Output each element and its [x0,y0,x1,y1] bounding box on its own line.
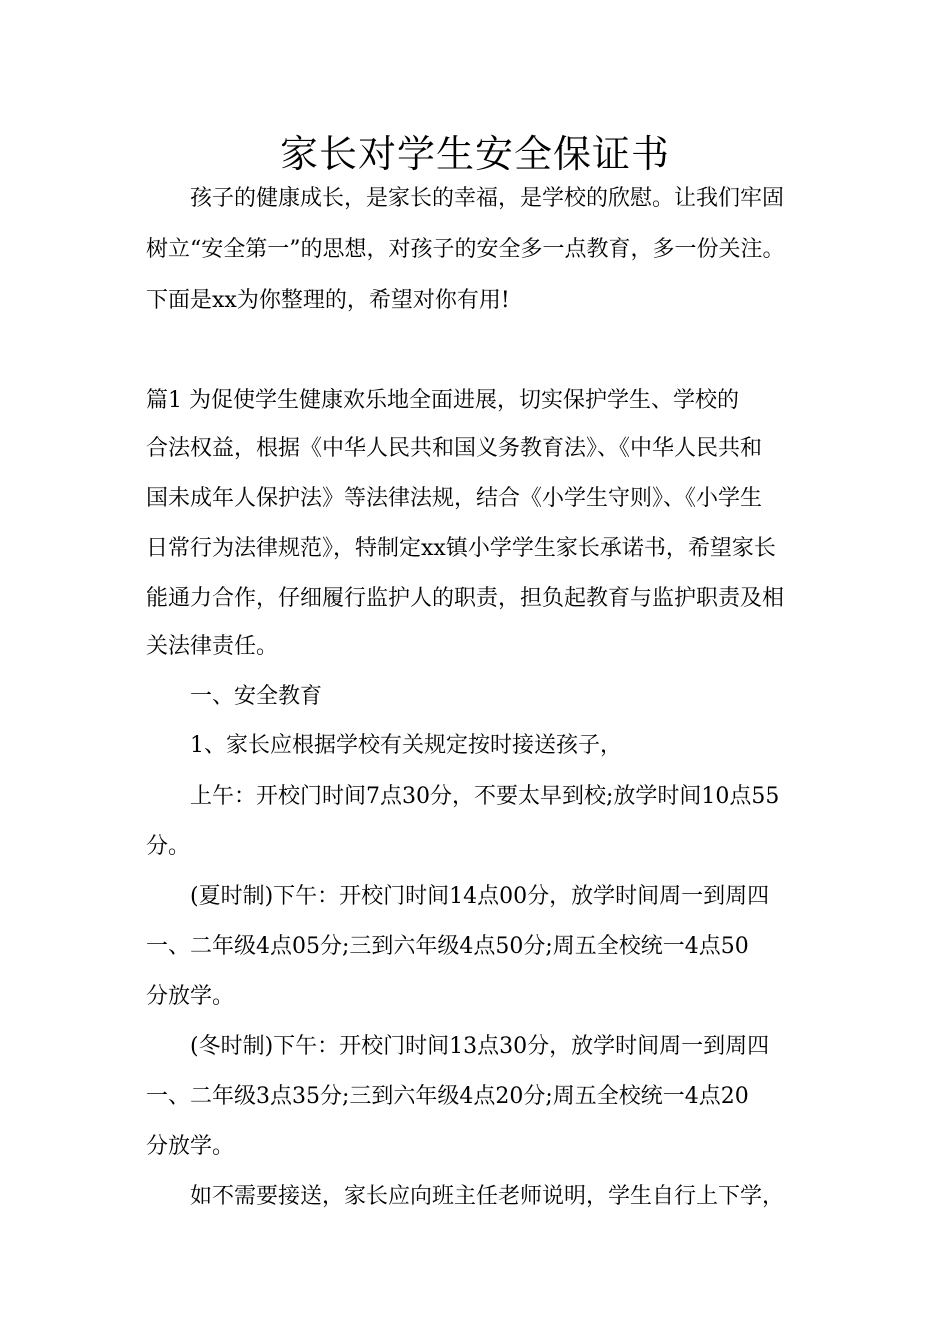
paragraph-line: 能通力合作，仔细履行监护人的职责，担负起教育与监护职责及相 [146,586,785,611]
paragraph-line: (夏时制)下午：开校门时间14点00分，放学时间周一到周四 [190,884,770,909]
paragraph-line: 分。 [146,834,191,859]
paragraph-line: 树立“安全第一”的思想，对孩子的安全多一点教育，多一份关注。 [146,237,785,262]
paragraph-line: 关法律责任。 [146,634,279,659]
paragraph-line: 下面是xx为你整理的，希望对你有用! [146,288,510,313]
section-heading: 一、安全教育 [190,684,323,709]
paragraph-line: 一、二年级3点35分;三到六年级4点20分;周五全校统一4点20 [146,1084,749,1109]
paragraph-line: (冬时制)下午：开校门时间13点30分，放学时间周一到周四 [190,1034,770,1059]
document-title: 家长对学生安全保证书 [279,132,670,176]
paragraph-line: 合法权益，根据《中华人民共和国义务教育法》、《中华人民共和 [146,436,763,461]
paragraph-line: 分放学。 [146,1134,235,1159]
paragraph-line: 上午：开校门时间7点30分，不要太早到校;放学时间10点55 [190,784,780,809]
paragraph-line: 分放学。 [146,984,235,1009]
paragraph-line: 篇1 为促使学生健康欢乐地全面进展，切实保护学生、学校的 [146,388,739,413]
paragraph-line: 一、二年级4点05分;三到六年级4点50分;周五全校统一4点50 [146,934,749,959]
paragraph-line: 日常行为法律规范》，特制定xx镇小学学生家长承诺书，希望家长 [146,536,776,561]
paragraph-line: 国未成年人保护法》等法律法规，结合《小学生守则》、《小学生 [146,486,763,511]
paragraph-line: 1、家长应根据学校有关规定按时接送孩子， [190,733,622,758]
paragraph-line: 孩子的健康成长，是家长的幸福，是学校的欣慰。让我们牢固 [190,186,785,211]
paragraph-line: 如不需要接送，家长应向班主任老师说明，学生自行上下学， [190,1184,785,1209]
